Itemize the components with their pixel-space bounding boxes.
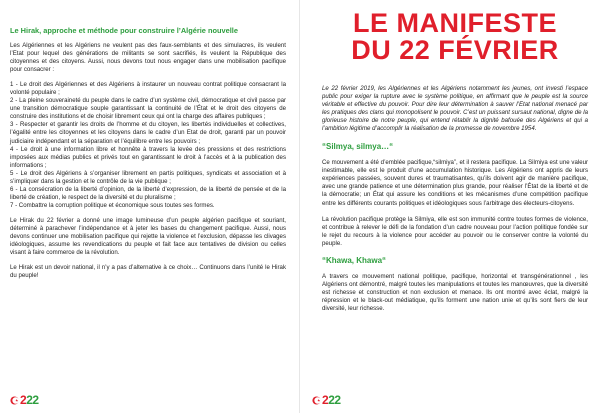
left-paragraph-hirak: Le Hirak du 22 février a donné une image lumineuse d’un peuple algérien pacifique et souriant, déterminé à parachever l’indépendance et à jeter les bases du changement pacifique. Aussi, nous devons continuer une mobilisation pacifique qui rejette la violence et l’exclusion, dépasse les clivages idéologiques, assume les revendications du peuple et fait face aux tentatives de division ou celles visant à faire commerce de la révolution. xyxy=(10,216,286,257)
section-title-silmya: “Silmya, silmya…“ xyxy=(322,142,394,152)
list-item: 1 - Le droit des Algériennes et des Algériens à instaurer un nouveau contrat politique consacrant la volonté populaire ; xyxy=(10,81,286,97)
star-icon xyxy=(10,396,19,405)
list-item: 4 - Le droit à une information libre et honnête à travers la levée des pressions et des restrictions imposées aux médias publics et privés tout en garantissant le droit à l’accès et à la publication des informations ; xyxy=(10,145,286,169)
logo-digits: 22 xyxy=(328,393,341,407)
logo-digits: 22 xyxy=(26,393,39,407)
list-item: 6 - La consécration de la liberté d’opinion, de la liberté d’expression, de la liberté de pensée et de la liberté de création, le respect de la diversité et du pluralisme ; xyxy=(10,185,286,201)
section-title-khawa: “Khawa, Khawa“ xyxy=(322,255,387,265)
manifest-title-line-2: DU 22 FÉVRIER xyxy=(351,35,559,65)
list-item: 3 - Respecter et garantir les droits de l’homme et du citoyen, les libertés individuelles et collectives, l’égalité entre les citoyennes et les citoyens dans le cadre d’un Etat de droit, garanti par un pouvoir judiciaire indépendant et la séparation et l’équilibre entre les pouvoirs ; xyxy=(10,121,286,145)
left-paragraph-closing: Le Hirak est un devoir national, il n’y a pas d’alternative à ce choix… Continuons dans l’unité le Hirak du peuple! xyxy=(10,264,286,280)
silmya-paragraph-2: La révolution pacifique protège la Silmiya, elle est son immunité contre toutes formes de violence, et contribue à relever le défi de la fondation d’un cadre nouveau pour l’action politique fondée sur le rejet du recours à la violence pour accéder au pouvoir ou le conserver contre la volonté du peuple. xyxy=(322,215,588,247)
hirak-logo-right xyxy=(312,393,341,407)
list-item: 2 - La pleine souveraineté du peuple dans le cadre d’un système civil, démocratique et civil passe par une transition démocratique souple garantissant la continuité de l’État et le droit des citoyens de construire des institutions et de choisir librement ceux qui ont la charge des affaires publiques ; xyxy=(10,97,286,121)
logo-digit: 2 xyxy=(20,393,27,407)
manifest-intro: Le 22 février 2019, les Algériennes et les Algériens notamment les jeunes, ont investi l’espace public pour exiger la rupture avec le système politique, en affirmant que le peuple est la source véritable et effective du pouvoir. Pour dire leur détermination à sauver l’Etat national menacé par les pratiques des clans qui monopolisent le pouvoir. C’est un puissant sursaut national, digne de la glorieuse histoire de notre peuple, qui entend rétablir la dignité bafouée des Algériens et qui a l’ambition légitime d’accomplir la réalisation de la promesse de novembre 1954. xyxy=(322,85,588,133)
demands-list xyxy=(10,81,286,210)
left-intro-paragraph: Les Algériennes et les Algériens ne veulent pas des faux-semblants et des simulacres, ils veulent l’Etat pour lequel des générations de militants se sont sacrifiés, ils veulent la République des citoyennes et des citoyens. Aussi, nous devons tout nous engager dans une mobilisation pacifique pour consacrer : xyxy=(10,42,286,74)
right-page xyxy=(300,0,600,413)
list-item: 5 - Le droit des Algériens à s’organiser librement en partis politiques, syndicats et association et à s’impliquer dans la gestion et le contrôle de la vie publique ; xyxy=(10,169,286,185)
manifest-title xyxy=(322,10,588,64)
manifest-title-line-1: LE MANIFESTE xyxy=(352,8,557,38)
star-icon xyxy=(312,396,321,405)
khawa-paragraph-1: A travers ce mouvement national politique, pacifique, horizontal et transgénérationnel , les Algériens ont démontré, malgré toutes les manipulations et toutes les manœuvres, que la diversité est richesse et construction et non exclusion et menace. Ils ont montré avec éclat, malgré la répression et le black-out médiatique, qu’ils forment une nation unie et qu’ils sont fiers de leur diversité, leur richesse. xyxy=(322,272,588,312)
hirak-logo xyxy=(10,393,39,407)
list-item: 7 - Combattre la corruption politique et économique sous toutes ses formes. xyxy=(10,201,215,209)
logo-digit: 2 xyxy=(322,393,329,407)
left-body xyxy=(10,42,286,280)
silmya-paragraph-1: Ce mouvement a été d’emblée pacifique,“silmiya”, et il restera pacifique. La Silmiya est une valeur inestimable, elle est le produit d’une accumulation historique. Les Algériens ont appris de leurs expériences passées, souvent dures et traumatisantes, qu’ils doivent agir de manière pacifique, avec une grande patience et une détermination plus grande, pour réaliser l’État de la liberté et de la démocratie; un État qui assure les conditions et les mécanismes d’une compétition pacifique entre les différents courants politiques et idéologiques sous l’arbitrage des électeurs-citoyens. xyxy=(322,159,588,207)
left-page-title: Le Hirak, approche et méthode pour construire l’Algérie nouvelle xyxy=(10,26,238,35)
